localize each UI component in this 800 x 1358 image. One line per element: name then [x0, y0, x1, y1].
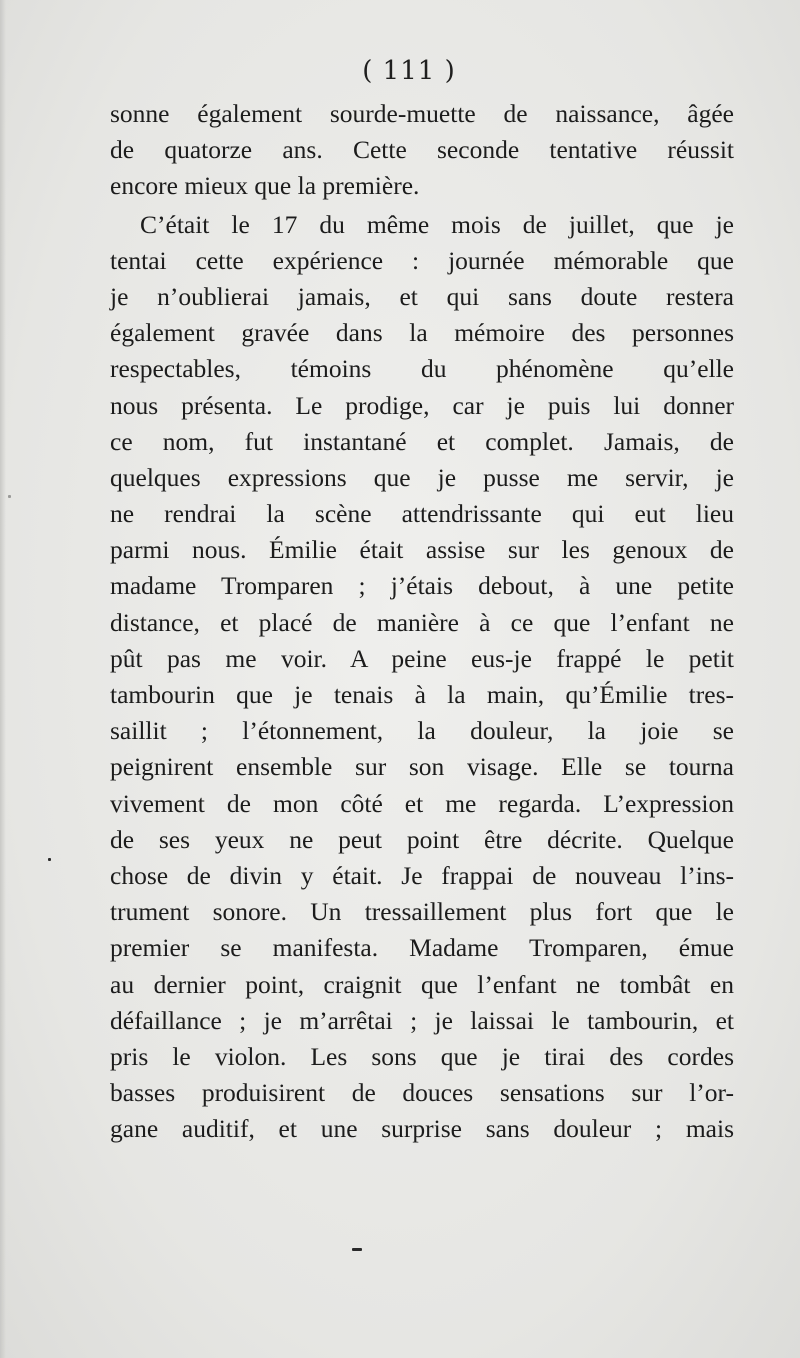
text-line: tambourin que je tenais à la main, qu’Émilie tres-: [110, 680, 734, 709]
text-line: saillit ; l’étonnement, la douleur, la joie se: [110, 716, 734, 746]
body-text: [110, 96, 734, 1147]
text-line: ne rendrai la scène attendrissante qui eut lieu: [110, 499, 734, 529]
text-line: trument sonore. Un tressaillement plus fort que le: [110, 897, 734, 927]
text-line: gane auditif, et une surprise sans douleur ; mais: [110, 1114, 734, 1144]
text-line: de quatorze ans. Cette seconde tentative réussit: [110, 135, 734, 165]
text-line: pût pas me voir. A peine eus-je frappé le petit: [110, 643, 734, 673]
ink-speck: [48, 858, 51, 861]
text-line: peignirent ensemble sur son visage. Elle se tourna: [110, 752, 734, 782]
text-line: défaillance ; je m’arrêtai ; je laissai le tambourin, et: [110, 1005, 734, 1035]
text-line: chose de divin y était. Je frappai de nouveau l’ins-: [110, 860, 734, 890]
text-line: ce nom, fut instantané et complet. Jamais, de: [110, 426, 734, 456]
text-line: pris le violon. Les sons que je tirai des cordes: [110, 1041, 734, 1071]
text-line: nous présenta. Le prodige, car je puis lui donner: [110, 390, 734, 420]
text-line: vivement de mon côté et me regarda. L’expression: [110, 788, 734, 818]
ink-speck: [8, 495, 11, 498]
text-line: distance, et placé de manière à ce que l’enfant ne: [110, 607, 734, 637]
text-line: respectables, témoins du phénomène qu’elle: [110, 354, 734, 384]
text-line: encore mieux que la première.: [110, 171, 420, 201]
text-line: premier se manifesta. Madame Tromparen, émue: [110, 933, 734, 963]
text-line: sonne également sourde-muette de naissance, âgée: [110, 99, 734, 128]
text-line: au dernier point, craignit que l’enfant ne tombât en: [110, 969, 734, 999]
text-line: tentai cette expérience : journée mémorable que: [110, 245, 734, 275]
ink-speck: [352, 1248, 362, 1251]
text-line: madame Tromparen ; j’étais debout, à une petite: [110, 571, 734, 601]
text-line: C’était le 17 du même mois de juillet, que je: [140, 209, 734, 239]
text-line: basses produisirent de douces sensations sur l’or-: [110, 1078, 734, 1108]
text-line: de ses yeux ne peut point être décrite. Quelque: [110, 824, 734, 854]
page-number: ( 111 ): [362, 56, 456, 86]
text-line: je n’oublierai jamais, et qui sans doute restera: [110, 281, 734, 311]
text-line: parmi nous. Émilie était assise sur les genoux de: [110, 535, 734, 565]
page-edge-shadow: [0, 0, 6, 1358]
text-line: également gravée dans la mémoire des personnes: [110, 318, 734, 348]
text-line: quelques expressions que je pusse me servir, je: [110, 462, 734, 492]
